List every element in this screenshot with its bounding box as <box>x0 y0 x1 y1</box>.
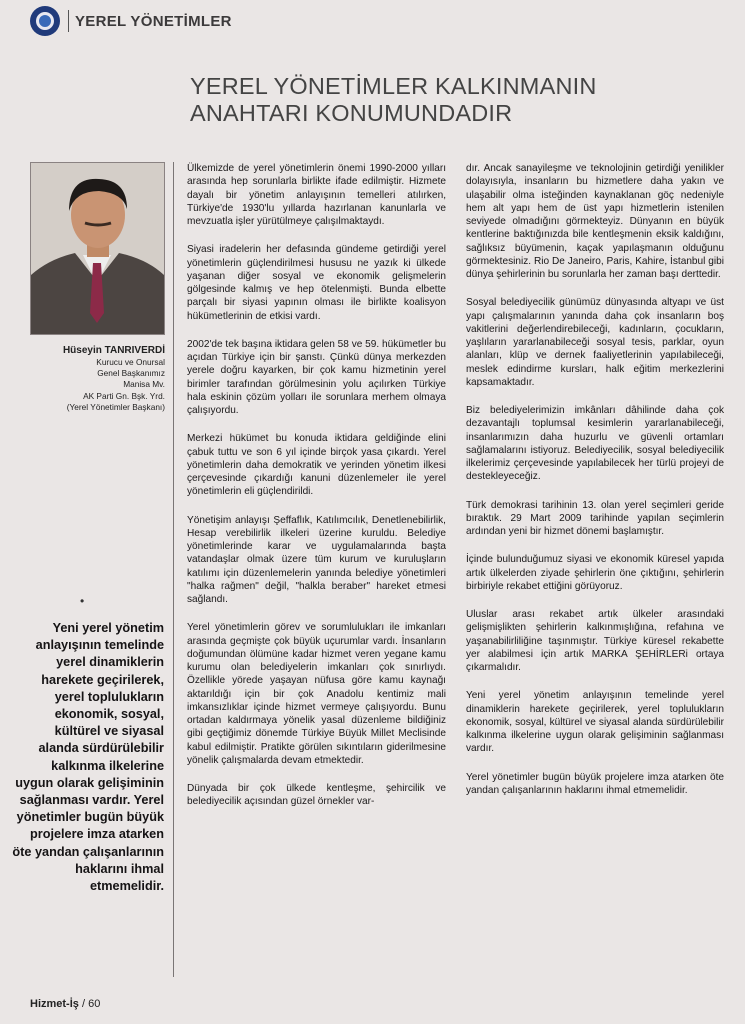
author-title-line: Manisa Mv. <box>123 379 165 390</box>
author-title-line: AK Parti Gn. Bşk. Yrd. <box>83 390 165 401</box>
author-name: Hüseyin TANRIVERDİ <box>62 345 165 356</box>
paragraph: İçinde bulunduğumuz siyasi ve ekonomik küresel yapıda artık ülkelerden ziyade şehirlerin öne çıktığını, şehirlerin birbiriyle rekabet ettiğini görüyoruz. <box>466 554 724 592</box>
paragraph: Yeni yerel yönetim anlayışının temelinde yerel dinamiklerin harekete geçirilerek, yerel toplulukların ekonomik, sosyal, kültürel ve siyasal alanda sürdürülebilir kalkınma ilkelerine uygun olarak gelişiminin sağlanması vardır. <box>466 690 724 755</box>
author-portrait-icon <box>31 163 164 334</box>
author-caption <box>30 344 165 413</box>
magazine-name: Hizmet-İş <box>30 998 79 1010</box>
paragraph: Biz belediyelerimizin imkânları dâhilinde daha çok dezavantajlı toplumsal kesimlerin yararlanabileceği, insanlarımızın daha huzurlu ve güvenli ortamları sağlamalarını istiyoruz. Belediyecilik, sosyal belediyecilik ilkelerimiz çerçevesinde yapılabilecek her türlü projeyi de destekleyeceğiz. <box>466 405 724 483</box>
paragraph: dır. Ancak sanayileşme ve teknolojinin getirdiği yenilikler dolayısıyla, insanların bu hizmetlere daha yakın ve ulaşabilir olma isteğinden kaynaklanan göç nedeniyle hem alt yapı hem de üst yapı hizmetlerin istenilen seviyede olmadığını görmekteyiz. Dünyanın en büyük kentlerine baktığınızda bile kentleşmenin eksik kaldığını, sağlıksız büyümenin, kaçak yapılaşmanın olduğunu görmektesiniz. Rio De Janeiro, Paris, Kahire, İstanbul gibi dünya şehirlerinin bu sorunlarla her zaman başı derttedir. <box>466 163 724 280</box>
header-divider <box>68 10 69 32</box>
article-column-right <box>466 162 724 812</box>
author-title-line: (Yerel Yönetimler Başkanı) <box>66 401 165 412</box>
column-divider <box>173 162 174 977</box>
paragraph: Siyasi iradelerin her defasında gündeme getirdiği yerel yönetimlerin güçlendirilmesi hususu ne yazık ki ülkede yaşanan diğer sosyal ve ekonomik gelişmelerin gölgesinde kalmış ve hep ötelenmişti. Bunda elbette parçalı bir siyasi yapının olması ile birlikte koalisyon hükümetlerinin de etkisi vardı. <box>187 244 446 322</box>
article-title <box>190 73 730 127</box>
paragraph: Dünyada bir çok ülkede kentleşme, şehircilik ve belediyecilik açısından güzel örnekler var- <box>187 783 446 808</box>
bullet-dot-icon: • <box>80 594 85 608</box>
paragraph: Sosyal belediyecilik günümüz dünyasında altyapı ve üst yapı çalışmalarının yanında daha çok insanların boş vakitlerini değerlendirebileceği, kadınların, çocukların, yaşlıların yararlanabileceği sosyal tesis, parklar, oyun alanları, klüp ve dernek faaliyetlerinin yapılabileceği, meslek edindirme kursları, halk eğitim merkezlerini kapsamaktadır. <box>466 297 724 388</box>
paragraph: Türk demokrasi tarihinin 13. olan yerel seçimleri geride bıraktık. 29 Mart 2009 tarihinde yapılan seçimlerin ardından yeni bir hizmet dönemi başlamıştır. <box>466 499 724 537</box>
pull-quote: Yeni yerel yönetim anlayışının temelinde yerel dinamiklerin harekete geçirilerek, yerel toplulukların ekonomik, sosyal, kültürel ve siyasal alanda sürdürülebilir kalkınma ilkelerine uygun olarak gelişiminin sağlanması vardır. Yerel yönetimler bugün büyük projelere imza atarken öte yandan çalışanlarının haklarını ihmal etmemelidir. <box>12 621 164 894</box>
author-photo <box>30 162 165 335</box>
author-title-line: Kurucu ve Onursal <box>96 357 165 367</box>
page-footer <box>30 998 100 1010</box>
article-title-line-1: YEREL YÖNETİMLER KALKINMANIN <box>190 73 597 99</box>
paragraph: 2002'de tek başına iktidara gelen 58 ve 59. hükümetler bu açıdan Türkiye için bir şanstı. Çünkü dünya merkezden yerele doğru kayarken, bir çok kamu hizmetinin yerel birimler tarafından görülmesinin yolu açılırken Türkiye hala eskinin çözüm yolları ile sorunlara merhem olmaya çalışıyordu. <box>187 338 446 416</box>
paragraph: Uluslar arası rekabet artık ülkeler arasındaki gelişmişlikten şehirlerin kalkınmışlığına, refahına ve yaşanabilirliliğine taşınmıştır. Türkiye küresel rekabette yer alabilmesi için artık MARKA ŞEHİRLERi ortaya çıkarmalıdır. <box>466 609 724 673</box>
page-number: / 60 <box>81 998 101 1010</box>
paragraph: Yerel yönetimlerin görev ve sorumlulukları ile imkanları arasında geçmişte çok büyük uçurumlar vardı. İnsanların doğumundan ölümüne kadar hizmet veren yegane kamu kurumu olan belediyelerin imkanları çok sınırlıydı. Özellikle yörede yaşayan nüfusa göre kamu kaynağı aktarıldığı için bir çok Anadolu kentimiz mali imkansızlıklar içinde hizmet vermeye çalışıyordu. Bunu ortadan kaldırmaya yönelik yasal düzenleme bildiğiniz gibi geçtiğimiz dönemde Türkiye Büyük Millet Meclisinde kabul edilmiştir. Pratikte görülen sıkıntıların giderilmesine yönelik çalışmalarda devam etmektedir. <box>187 622 446 766</box>
article-title-line-2: ANAHTARI KONUMUNDADIR <box>190 100 513 126</box>
paragraph: Yönetişim anlayışı Şeffaflık, Katılımcılık, Denetlenebilirlik, Hesap verebilirlik ilkeleri üzerine kuruldu. Belediye yönetimlerinde karar ve uygulamalarında başta vatandaşlar olmak üzere tüm kurum ve kuruluşların katılımı için düzenlemelerin yanında belediye yönetimleri "halka rağmen" değil, "halkla beraber" hareket etmesi sağlandı. <box>187 514 446 605</box>
section-label: YEREL YÖNETİMLER <box>75 12 232 30</box>
article-column-left <box>187 162 446 824</box>
author-title-line: Genel Başkanımız <box>97 368 165 379</box>
magazine-logo-icon <box>30 6 60 36</box>
page-header <box>30 8 232 34</box>
paragraph: Ülkemizde de yerel yönetimlerin önemi 1990-2000 yılları arasında hep sorunlarla birlikte ifade edilmiştir. Hizmete dayalı bir yönetim anlayışının temelleri atılırken, Türkiye'de 1930'lu yıllarda hazırlanan kanunlarla ve mevzuatla işler yürütülmeye çalışılmaktaydı. <box>187 163 446 227</box>
paragraph: Merkezi hükümet bu konuda iktidara geldiğinde elini çabuk tuttu ve son 6 yıl içinde birçok yasa çıkardı. Yerel yönetimlerin daha demokratik ve yerinden yönetim ilkesi çerçevesinde çıkardığı kanuni düzenlemeler ile yerel yönetimlerin eli güçlendirildi. <box>187 433 446 498</box>
paragraph: Yerel yönetimler bugün büyük projelere imza atarken öte yandan çalışanlarının haklarını ihmal etmemelidir. <box>466 771 724 796</box>
